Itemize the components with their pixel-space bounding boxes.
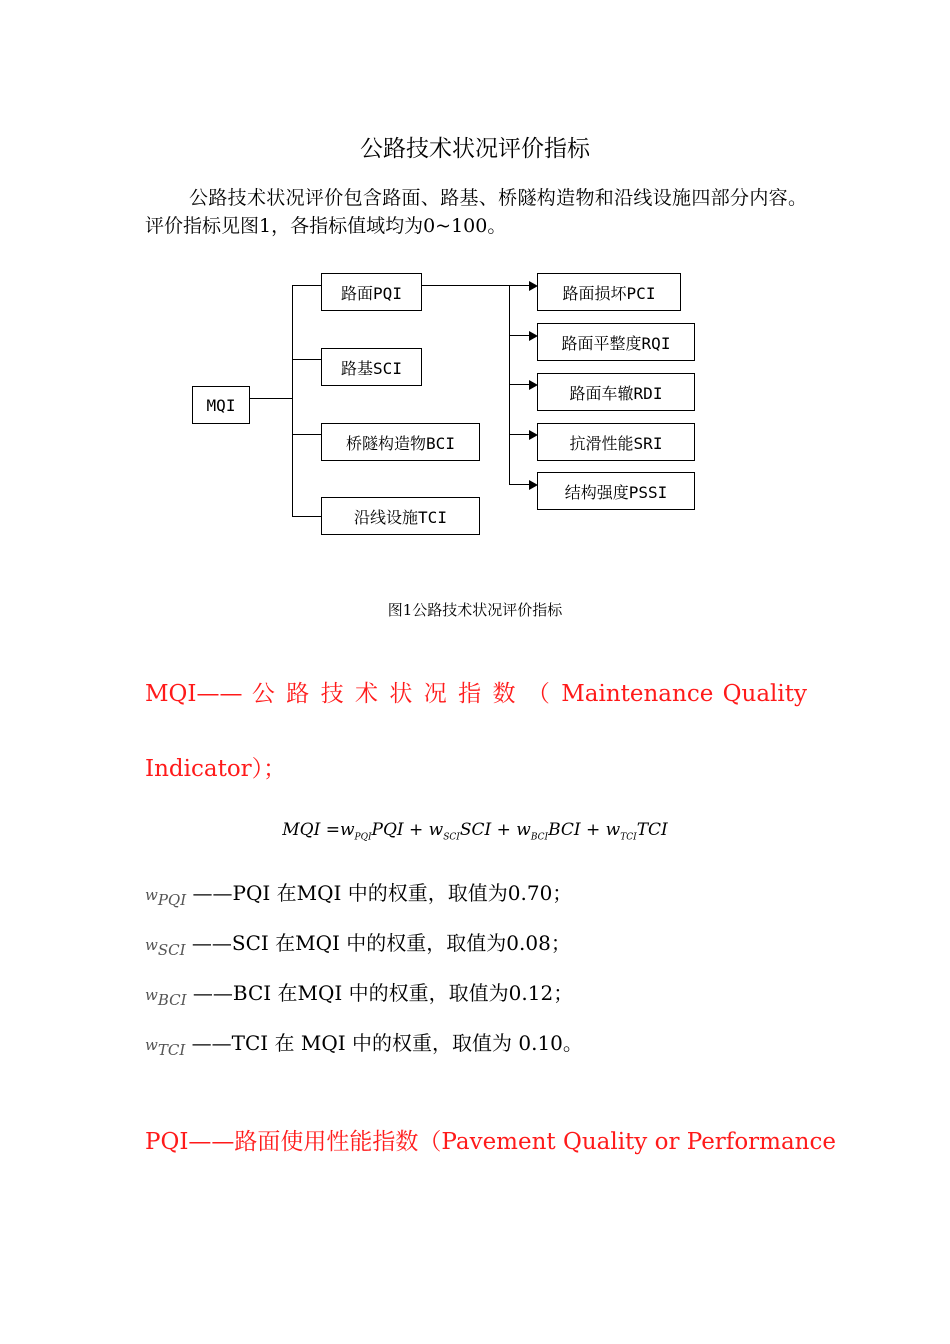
node-pqi: 路面PQI [321,273,422,311]
formula-weight: w [605,820,621,840]
node-rqi: 路面平整度RQI [537,323,695,361]
formula-variable: TCI [636,820,668,840]
weight-line-tci [145,1030,583,1063]
formula-plus: + [586,820,601,840]
connector-line [292,434,322,435]
node-mqi: MQI [192,386,250,424]
weight-symbol: w [145,886,158,904]
connector-line [292,516,322,517]
weight-description: ——PQI 在MQI 中的权重，取值为0.70； [192,881,573,905]
connector-line [292,359,322,360]
mqi-definition-line1: MQI—— 公 路 技 术 状 况 指 数 （ Maintenance Quality [145,681,808,707]
node-pci: 路面损坏PCI [537,273,681,311]
connector-line [509,484,529,485]
weight-subscript: SCI [157,941,186,959]
weight-subscript: PQI [157,891,187,909]
formula-variable: PQI [371,820,404,840]
weight-description: ——TCI 在 MQI 中的权重，取值为 0.10。 [191,1031,583,1055]
weight-line-bci [145,980,573,1013]
pqi-definition: PQI——路面使用性能指数（Pavement Quality or Performance [145,1129,836,1155]
node-pssi: 结构强度PSSI [537,472,695,510]
index-hierarchy-diagram [0,0,950,560]
weight-symbol: w [145,1036,158,1054]
formula-equals: = [325,820,340,840]
connector-line [509,335,529,336]
connector-line [292,285,293,517]
figure-caption: 图1公路技术状况评价指标 [387,601,563,619]
weight-subscript: TCI [157,1041,186,1059]
weight-symbol: w [145,986,158,1004]
formula-weight-subscript: TCI [620,832,637,843]
formula-plus: + [496,820,511,840]
weight-symbol: w [145,936,158,954]
node-sci: 路基SCI [321,348,422,386]
weight-subscript: BCI [157,991,187,1009]
formula-weight: w [339,820,355,840]
formula-weight-subscript: BCI [530,832,549,843]
formula-variable: BCI [548,820,581,840]
connector-line [292,285,322,286]
node-tci: 沿线设施TCI [321,497,480,535]
mqi-definition-line2: Indicator）； [145,756,287,782]
weight-line-pqi [145,880,572,913]
formula-weight: w [428,820,444,840]
document-title: 公路技术状况评价指标 [360,136,590,162]
connector-line [422,285,510,286]
weight-description: ——BCI 在MQI 中的权重，取值为0.12； [192,981,574,1005]
formula-variable: SCI [459,820,492,840]
node-bci: 桥隧构造物BCI [321,423,480,461]
connector-line [509,434,529,435]
formula-weight-subscript: PQI [354,832,372,843]
weight-line-sci [145,930,571,963]
mqi-formula [0,818,950,849]
weight-description: ——SCI 在MQI 中的权重，取值为0.08； [191,931,571,955]
connector-line [509,384,529,385]
node-rdi: 路面车辙RDI [537,373,695,411]
node-sri: 抗滑性能SRI [537,423,695,461]
connector-line [509,285,529,286]
formula-weight: w [516,820,531,840]
formula-weight-subscript: SCI [443,832,460,843]
formula-plus: + [409,820,424,840]
connector-line [249,398,293,399]
formula-lhs: MQI [282,820,321,840]
intro-paragraph: 公路技术状况评价包含路面、路基、桥隧构造物和沿线设施四部分内容。评价指标见图1，各指标值域均为0~100。 [145,187,807,237]
